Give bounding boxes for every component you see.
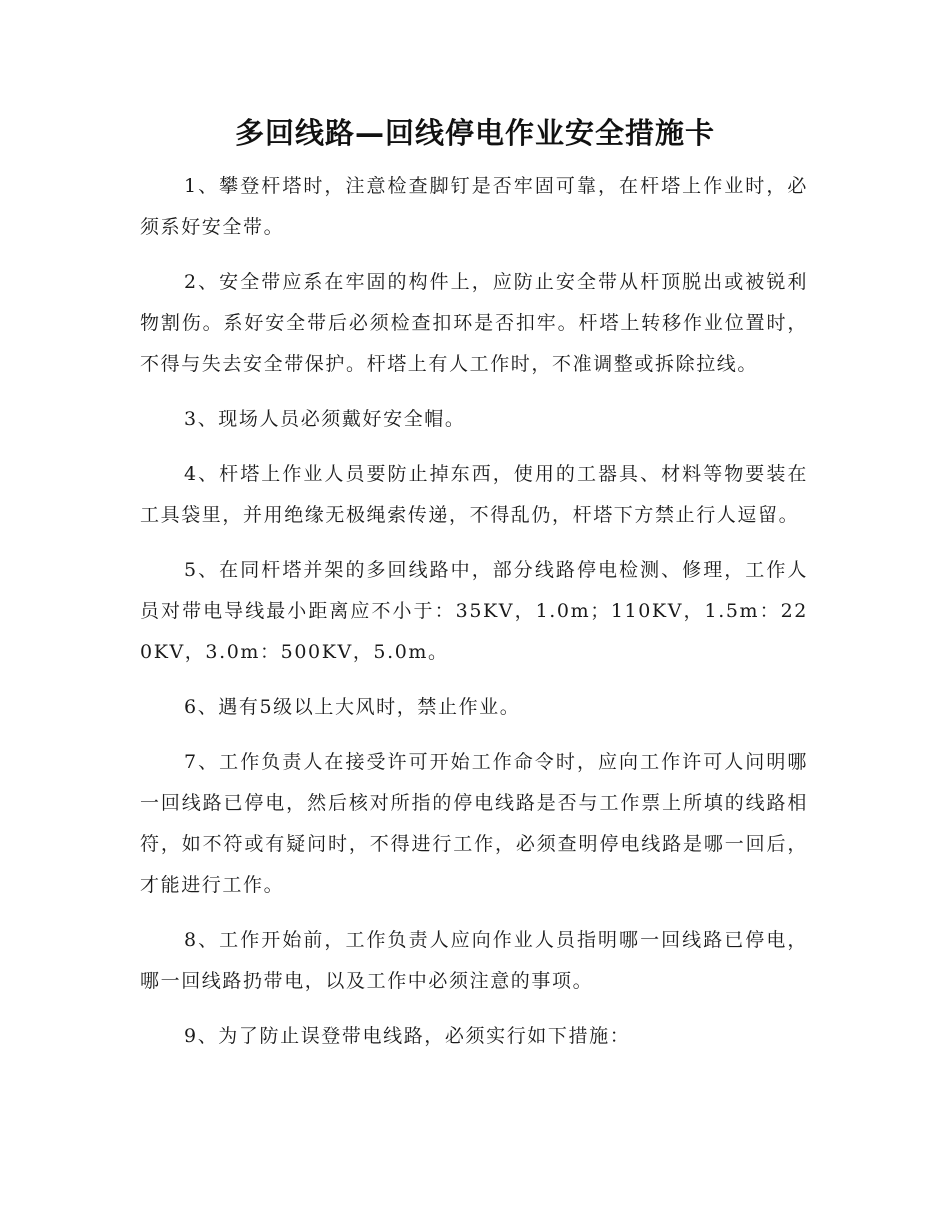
paragraph-9: 9、为了防止误登带电线路，必须实行如下措施： [184,1025,631,1047]
paragraph-8: 8、工作开始前，工作负责人应向作业人员指明哪一回线路已停电，哪一回线路扔带电，以及工作中必须注意的事项。 [140,929,808,992]
paragraph-1: 1、攀登杆塔时，注意检查脚钉是否牢固可靠，在杆塔上作业时，必须系好安全带。 [140,175,808,238]
paragraph-6: 6、遇有5级以上大风时，禁止作业。 [184,696,521,718]
paragraph-5: 5、在同杆塔并架的多回线路中，部分线路停电检测、修理，工作人员对带电导线最小距离应不小于：35KV，1.0m；110KV，1.5m：220KV，3.0m：500KV，5.0m。 [140,559,808,663]
document-body [140,166,808,1071]
document-title: 多回线路—回线停电作业安全措施卡 [234,116,715,150]
paragraph-2: 2、安全带应系在牢固的构件上，应防止安全带从杆顶脱出或被锐利物割伤。系好安全带后必须检查扣环是否扣牢。杆塔上转移作业位置时，不得与失去安全带保护。杆塔上有人工作时，不准调整或拆除拉线。 [140,271,808,375]
paragraph-7: 7、工作负责人在接受许可开始工作命令时，应向工作许可人问明哪一回线路已停电，然后核对所指的停电线路是否与工作票上所填的线路相符，如不符或有疑问时，不得进行工作，必须查明停电线路是哪一回后，才能进行工作。 [140,751,808,896]
paragraph-3: 3、现场人员必须戴好安全帽。 [184,408,466,430]
paragraph-4: 4、杆塔上作业人员要防止掉东西，使用的工器具、材料等物要装在工具袋里，并用绝缘无极绳索传递，不得乱仍，杆塔下方禁止行人逗留。 [140,463,808,526]
